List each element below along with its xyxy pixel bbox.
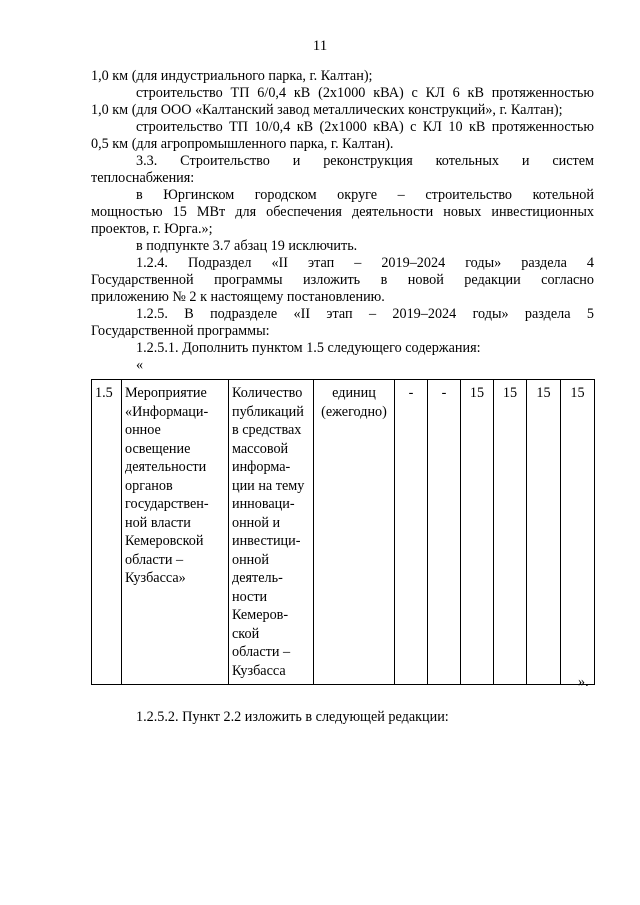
cell-line: Кузбасса» bbox=[125, 570, 186, 586]
cell-line: ции на тему bbox=[232, 477, 305, 494]
paragraph-line: 1.2.5.2. Пункт 2.2 изложить в следующей редакции: bbox=[136, 709, 449, 725]
cell-line: государствен- bbox=[125, 496, 209, 512]
paragraph-line: 1.2.4. Подраздел «II этап – 2019–2024 годы» раздела 4 bbox=[136, 255, 594, 271]
cell-line: онной bbox=[232, 551, 269, 568]
cell-line: инвестици- bbox=[232, 533, 301, 549]
table-row bbox=[92, 380, 595, 685]
cell-line: органов bbox=[125, 477, 173, 494]
paragraph-line: мощностью 15 МВт для обеспечения деятельности новых инвестиционных bbox=[91, 204, 594, 220]
paragraph-line: 3.3. Строительство и реконструкция котельных и систем bbox=[136, 153, 594, 169]
paragraph-line: 0,5 км (для агропромышленного парка, г. Калтан). bbox=[91, 136, 394, 152]
cell-line: освещение bbox=[125, 440, 191, 457]
cell-line: области – bbox=[125, 551, 184, 568]
cell-line: ной власти bbox=[125, 514, 191, 531]
cell-value: - bbox=[428, 380, 461, 685]
cell-line: Кемеровской bbox=[125, 533, 204, 549]
paragraph-line: 1,0 км (для индустриального парка, г. Калтан); bbox=[91, 68, 373, 84]
page-number: 11 bbox=[312, 38, 328, 54]
cell-line: деятельности bbox=[125, 459, 207, 475]
paragraph-line: строительство ТП 10/0,4 кВ (2х1000 кВА) с КЛ 10 кВ протяженностью bbox=[136, 119, 594, 135]
paragraph-line: Государственной программы изложить в новой редакции согласно bbox=[91, 272, 594, 288]
cell-value: 15 bbox=[494, 380, 527, 685]
paragraph-line: Государственной программы: bbox=[91, 323, 270, 339]
cell-line: информа- bbox=[232, 459, 291, 475]
cell-line: ности bbox=[232, 588, 268, 605]
cell-value: 15 bbox=[527, 380, 561, 685]
cell-value: 15 bbox=[461, 380, 494, 685]
cell-line: Кемеров- bbox=[232, 607, 289, 623]
cell-line: Кузбасса bbox=[232, 662, 286, 679]
paragraph-line: приложению № 2 к настоящему постановлению. bbox=[91, 289, 385, 305]
paragraph-line: строительство ТП 6/0,4 кВ (2х1000 кВА) с КЛ 6 кВ протяженностью bbox=[136, 85, 594, 101]
cell-number: 1.5 bbox=[92, 380, 122, 685]
paragraph-line: теплоснабжения: bbox=[91, 170, 195, 186]
paragraph-line: в подпункте 3.7 абзац 19 исключить. bbox=[136, 238, 358, 254]
cell-unit bbox=[314, 380, 395, 685]
cell-value: 15 bbox=[561, 380, 595, 685]
cell-line: единиц bbox=[332, 385, 376, 401]
cell-line: публикаций bbox=[232, 403, 304, 420]
cell-line: Мероприятие bbox=[125, 385, 207, 401]
cell-indicator bbox=[229, 380, 314, 685]
cell-line: инноваци- bbox=[232, 496, 295, 512]
cell-line: области – bbox=[232, 644, 291, 660]
cell-line: массовой bbox=[232, 440, 289, 457]
open-quote: « bbox=[136, 357, 144, 373]
paragraph-line: 1.2.5. В подразделе «II этап – 2019–2024 годы» раздела 5 bbox=[136, 306, 594, 322]
cell-line: деятель- bbox=[232, 570, 283, 586]
cell-line: ской bbox=[232, 625, 260, 642]
cell-event bbox=[122, 380, 229, 685]
cell-line: в средствах bbox=[232, 422, 302, 438]
paragraph-line: в Юргинском городском округе – строительство котельной bbox=[136, 187, 594, 203]
cell-line: (ежегодно) bbox=[321, 403, 387, 420]
cell-value: - bbox=[395, 380, 428, 685]
paragraph-line: 1.2.5.1. Дополнить пунктом 1.5 следующего содержания: bbox=[136, 340, 481, 356]
paragraph-line: проектов, г. Юрга.»; bbox=[91, 221, 213, 237]
cell-line: онное bbox=[125, 422, 161, 438]
close-quote: ». bbox=[578, 674, 589, 690]
program-table bbox=[91, 379, 595, 685]
cell-line: онной и bbox=[232, 514, 281, 531]
paragraph-line: 1,0 км (для ООО «Калтанский завод металлических конструкций», г. Калтан); bbox=[91, 102, 563, 118]
cell-line: Количество bbox=[232, 385, 303, 401]
cell-line: «Информаци- bbox=[125, 403, 209, 420]
